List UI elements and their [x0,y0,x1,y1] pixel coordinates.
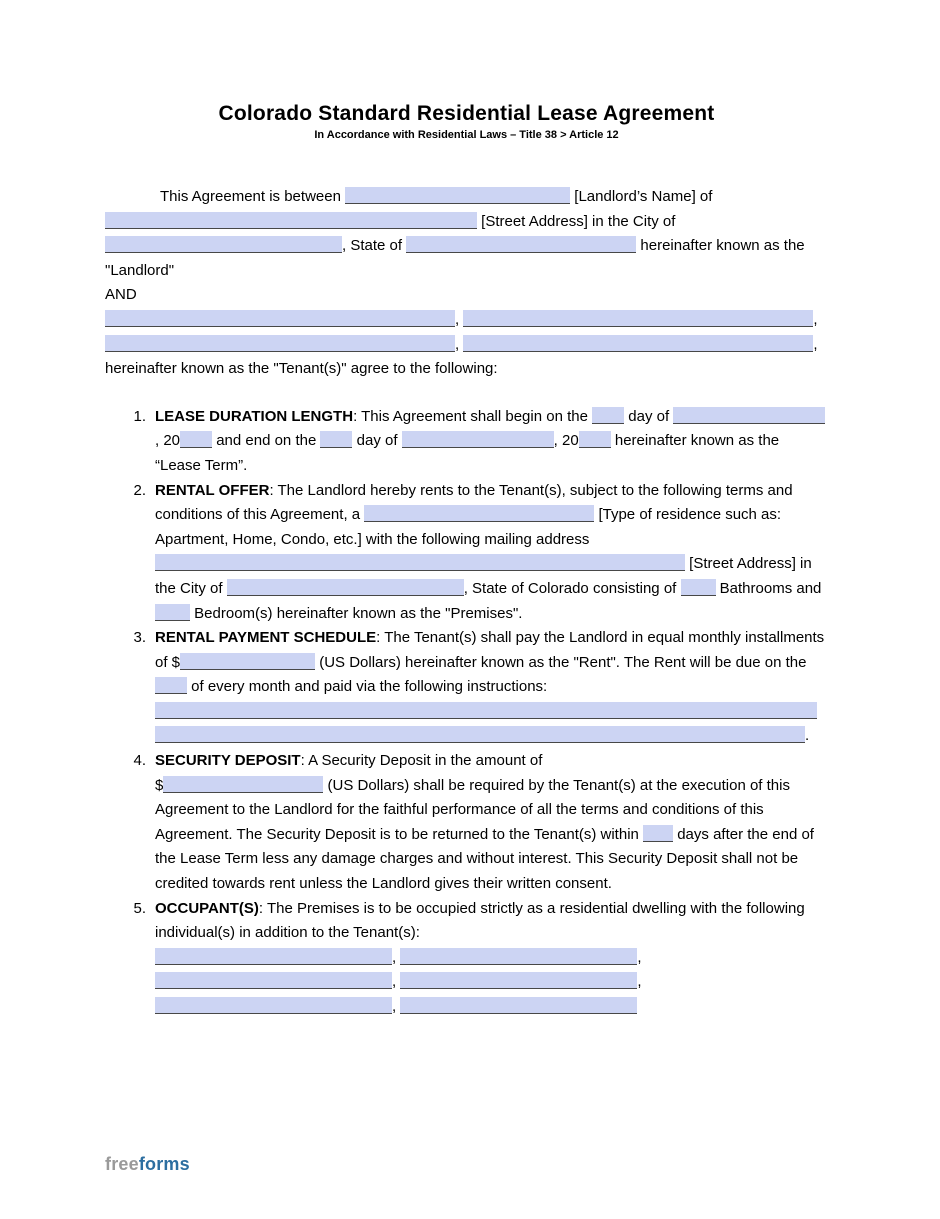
blank-field[interactable] [402,431,554,448]
blank-field[interactable] [105,310,455,327]
blank-field[interactable] [400,997,637,1014]
text-run: hereinafter known as the “Lease Term”. [155,432,780,474]
clause-number: 1. [133,407,146,425]
text-run: , [455,310,464,328]
blank-field[interactable] [320,431,352,448]
text-run: (US Dollars) hereinafter known as the "Rent". The Rent will be due on the [315,653,807,671]
clause-body [155,626,828,749]
text-run: , [392,948,401,966]
tenant-name-fields [105,308,828,357]
text-run: [Landlord’s Name] of [570,188,713,205]
blank-field[interactable] [155,604,190,621]
blank-field[interactable] [155,997,392,1014]
blank-field[interactable] [592,407,624,424]
intro-paragraph [105,185,828,283]
blank-field[interactable] [673,407,825,424]
clause-lease-duration [105,405,828,479]
text-run: , [813,310,818,328]
document-title: Colorado Standard Residential Lease Agreement [218,102,715,125]
blank-field[interactable] [155,702,817,719]
clause-number: 3. [133,629,146,647]
text-run: , [813,335,818,353]
document-subtitle: In Accordance with Residential Laws – Title 38 > Article 12 [314,129,619,141]
clause-security-deposit [105,749,828,897]
text-run: , [392,998,401,1015]
text-run: , [637,973,642,991]
clause-number: 5. [133,899,146,917]
blank-field[interactable] [643,825,673,842]
footer-brand [105,1154,190,1175]
clause-rental-payment-schedule [105,626,828,749]
text-run: , 20 [155,432,181,450]
blank-field[interactable] [345,187,570,204]
text-run: [Street Address] in the City of [155,555,812,597]
blank-field[interactable] [406,236,636,253]
text-run: : This Agreement shall begin on the [353,407,593,425]
clause-number: 4. [133,752,146,770]
blank-field[interactable] [364,505,594,522]
text-run: Bathrooms and [715,579,822,597]
text-run: [Street Address] in the City of [477,212,676,230]
blank-field[interactable] [400,948,637,965]
and-label: AND [105,286,137,304]
clause-heading: RENTAL PAYMENT SCHEDULE [155,629,377,647]
blank-field[interactable] [105,335,455,352]
blank-field[interactable] [105,212,477,229]
blank-field[interactable] [463,310,813,327]
clause-heading: LEASE DURATION LENGTH [155,407,354,425]
text-run: day of [352,432,402,450]
blank-field[interactable] [579,431,611,448]
clause-body-text [155,482,821,622]
text-run: : The Premises is to be occupied strictly as a residential dwelling with the following individual(s) in addition to the Tenant(s): [155,899,805,942]
blank-field[interactable] [155,554,685,571]
text-run: of every month and paid via the following instructions: [187,678,548,696]
clause-number: 2. [133,481,146,499]
brand-forms: forms [138,1154,190,1174]
blank-field[interactable] [180,653,315,670]
blank-field[interactable] [681,579,716,596]
clause-rental-offer [105,479,828,627]
clause-occupants [105,897,828,1020]
text-run: hereinafter known as the "Landlord" [105,237,805,279]
clause-body [155,479,828,627]
text-run: : The Tenant(s) shall pay the Landlord in equal monthly installments of $ [155,629,825,671]
clause-body-text [155,752,814,892]
blank-field[interactable] [155,972,392,989]
blank-field[interactable] [400,972,637,989]
clause-list [105,405,828,1020]
text-run: : A Security Deposit in the amount of [300,752,543,770]
text-run: Bedroom(s) hereinafter known as the "Premises". [190,604,523,622]
blank-field[interactable] [155,948,392,965]
text-run: , [637,948,642,966]
clause-heading: OCCUPANT(S) [155,899,259,917]
text-run: (US Dollars) shall be required by the Tenant(s) at the execution of this Agreement to the Landlord for the faithful performance of all the terms and conditions of this Agreement. The Security Deposit is to be returned to the Tenant(s) within [155,776,790,843]
text-run: , State of Colorado consisting of [463,579,681,597]
tenant-outro: hereinafter known as the "Tenant(s)" agree to the following: [105,360,498,378]
text-run: , [455,335,464,353]
text-run: . [805,727,810,745]
text-run: and end on the [212,432,321,450]
text-run: day of [624,407,674,425]
clause-body-text [155,629,824,744]
text-run: This Agreement is between [160,188,346,205]
blank-field[interactable] [180,431,212,448]
text-run: days after the end of the Lease Term less any damage charges and without interest. This Security Deposit shall not be credited towards rent unless the Landlord gives their written consent. [155,825,814,893]
blank-field[interactable] [163,776,323,793]
text-run: $ [155,776,164,794]
blank-field[interactable] [105,236,342,253]
clause-body [155,405,828,479]
clause-body [155,749,828,897]
text-run: , State of [342,237,407,255]
brand-free: free [105,1154,139,1174]
text-run: , 20 [553,432,579,450]
text-run: , [392,973,401,991]
blank-field[interactable] [155,726,805,743]
clause-body [155,897,828,1020]
clause-heading: SECURITY DEPOSIT [155,752,301,770]
blank-field[interactable] [227,579,464,596]
text-run: [Type of residence such as: Apartment, Home, Condo, etc.] with the following mailing address [155,506,782,548]
clause-heading: RENTAL OFFER [155,481,270,499]
blank-field[interactable] [155,677,187,694]
text-run: : The Landlord hereby rents to the Tenant(s), subject to the following terms and conditions of this Agreement, a [155,481,793,524]
blank-field[interactable] [463,335,813,352]
